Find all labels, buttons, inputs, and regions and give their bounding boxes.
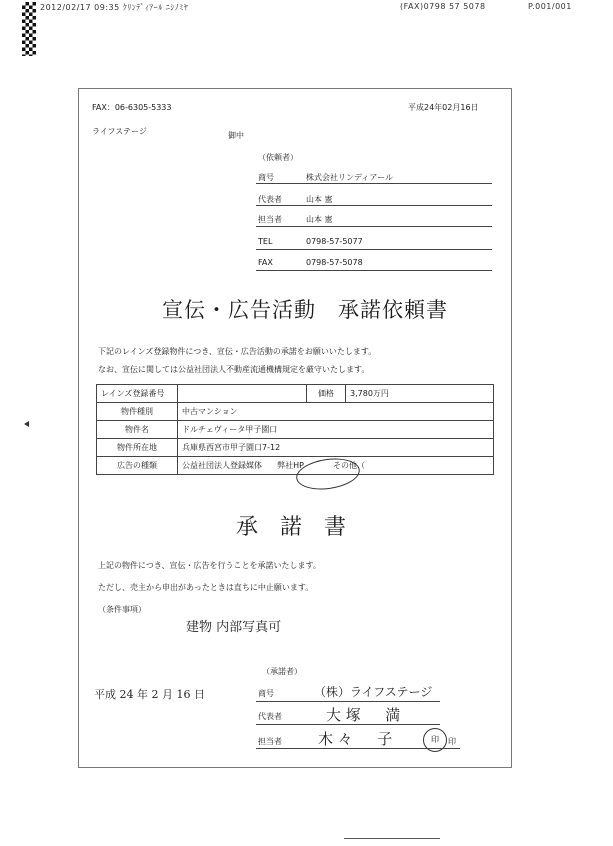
requester-rep-label: 代表者 — [258, 195, 282, 204]
approver-company-label: 商号 — [258, 689, 274, 698]
property-table — [96, 384, 494, 475]
media-other: その他（ — [333, 461, 366, 470]
fax-checker-mark — [22, 2, 36, 56]
approver-rep-line — [256, 724, 440, 725]
requester-company: 株式会社リンディアール — [306, 173, 393, 182]
approver-company-line — [256, 701, 440, 702]
approver-label: （承諾者） — [262, 667, 302, 676]
fax-to: FAX：06-6305-5333 — [92, 103, 172, 112]
approver-company-handwritten: （株）ライフステージ — [314, 685, 433, 699]
fax-header-left: 2012/02/17 09:35 ｸﾘﾝﾃﾞｨｱｰﾙ ﾆｼﾉﾐﾔ — [40, 3, 189, 12]
requester-fax-line — [256, 270, 492, 271]
fax-margin-mark-icon — [24, 421, 29, 427]
conditions-label: （条件事項） — [98, 605, 146, 614]
conditions-handwritten: 建物 内部写真可 — [186, 620, 282, 635]
requester-tel: 0798-57-5077 — [306, 237, 363, 246]
requester-staff: 山本 憲 — [306, 215, 333, 224]
requester-company-line — [256, 183, 492, 184]
name-value: ドルチェヴィータ甲子園口 — [178, 421, 494, 439]
reins-value — [178, 385, 307, 403]
intro-line-2: なお、宣伝に関しては公益社団法人不動産流通機構規定を厳守いたします。 — [98, 365, 370, 374]
approver-staff-label: 担当者 — [258, 737, 282, 746]
intro-line-1: 下記のレインズ登録物件につき、宣伝・広告活動の承諾をお願いいたします。 — [98, 347, 377, 356]
name-label: 物件名 — [97, 421, 178, 439]
to-company: ライフステージ — [92, 127, 147, 136]
footer-line — [344, 838, 440, 839]
fax-header-middle: (FAX)0798 57 5078 — [400, 2, 486, 11]
price-label: 価格 — [307, 385, 346, 403]
requester-fax-label: FAX — [258, 258, 273, 267]
requester-rep-line — [256, 205, 492, 206]
requester-fax: 0798-57-5078 — [306, 258, 363, 267]
approver-seal-stamp: 印 — [423, 728, 447, 752]
requester-staff-label: 担当者 — [258, 215, 282, 224]
reins-label: レインズ登録番号 — [97, 385, 178, 403]
type-value: 中古マンション — [178, 403, 494, 421]
requester-tel-line — [256, 249, 492, 250]
seal-suffix: 印 — [448, 737, 456, 746]
media-label: 広告の種類 — [97, 457, 178, 475]
fax-header-right: P.001/001 — [528, 2, 572, 11]
consent-line-1: 上記の物件につき、宣伝・広告を行うことを承諾いたします。 — [98, 561, 321, 570]
requester-rep: 山本 憲 — [306, 195, 333, 204]
requester-tel-label: TEL — [258, 237, 273, 246]
media-circled: 弊社HP — [277, 461, 304, 470]
media-registered: 公益社団法人登録媒体 — [182, 461, 262, 470]
requester-company-label: 商号 — [258, 173, 274, 182]
approver-rep-handwritten: 大 塚 満 — [326, 706, 401, 724]
address-label: 物件所在地 — [97, 439, 178, 457]
approver-staff-line — [256, 748, 460, 749]
type-label: 物件種別 — [97, 403, 178, 421]
request-date: 平成24年02月16日 — [408, 103, 479, 112]
approval-date-handwritten: 平成 24 年 2 月 16 日 — [94, 688, 205, 701]
address-value: 兵庫県西宮市甲子園口7-12 — [178, 439, 494, 457]
price-value: 3,780万円 — [346, 385, 494, 403]
requester-label: （依頼者） — [258, 153, 298, 162]
consent-title: 承 諾 書 — [236, 515, 347, 540]
consent-line-2: ただし、売主から申出があったときは直ちに中止願います。 — [98, 583, 314, 592]
document-title: 宣伝・広告活動 承諾依頼書 — [162, 298, 448, 322]
approver-rep-label: 代表者 — [258, 712, 282, 721]
to-honorific: 御中 — [228, 131, 244, 140]
approver-staff-handwritten: 木 々 子 — [318, 730, 393, 748]
requester-staff-line — [256, 226, 492, 227]
